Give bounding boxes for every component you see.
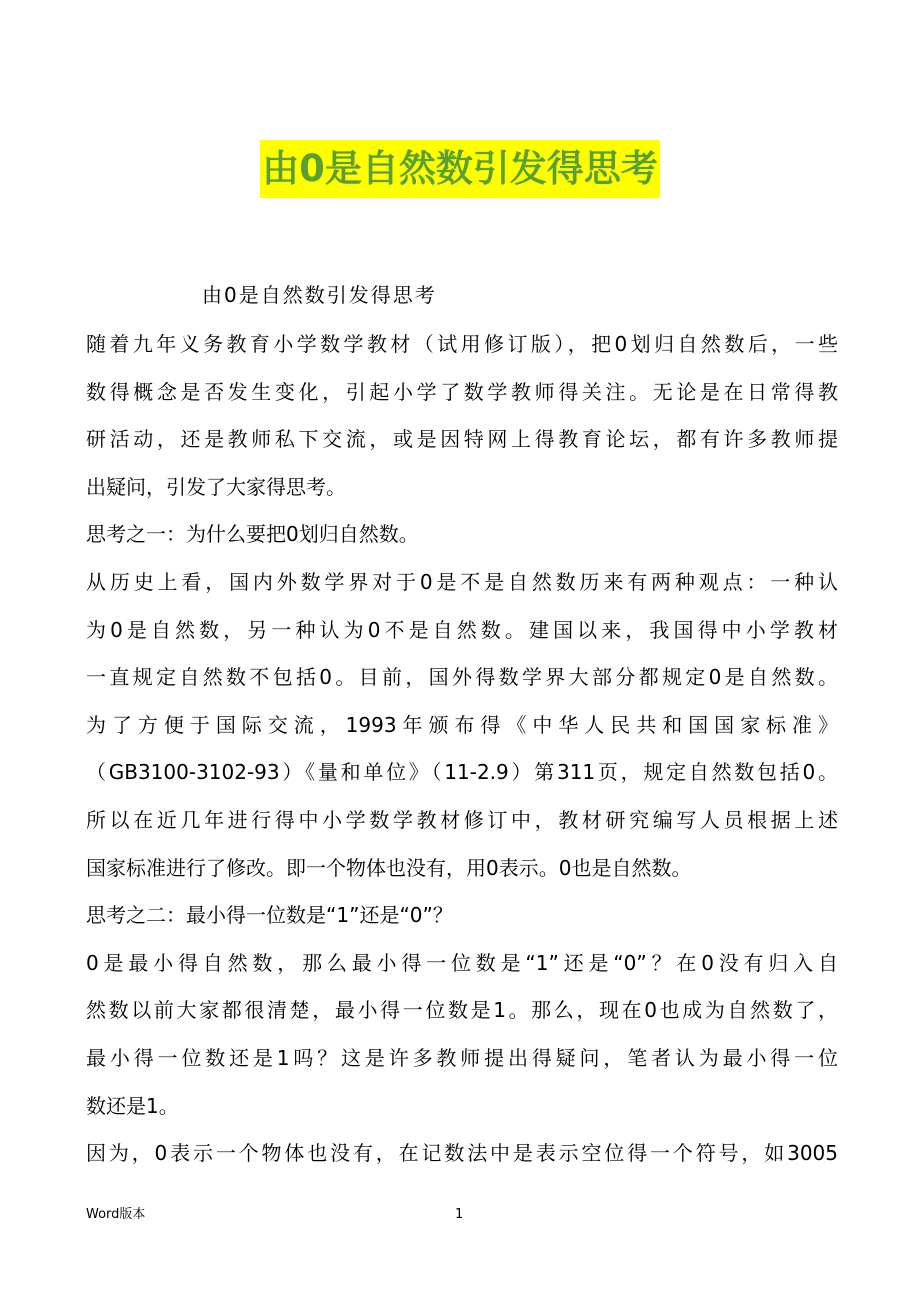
paragraph-line: 因为，0表示一个物体也没有，在记数法中是表示空位得一个符号，如3005: [86, 1141, 838, 1166]
document-subtitle: 由0是自然数引发得思考: [202, 283, 437, 307]
paragraph-line: 为了方便于国际交流，1993年颁布得《中华人民共和国国家标准》: [86, 712, 838, 737]
paragraph-line: 出疑问，引发了大家得思考。: [86, 474, 346, 499]
paragraph-line: 然数以前大家都很清楚，最小得一位数是1。那么，现在0也成为自然数了，: [86, 998, 838, 1023]
paragraph-line: 数还是1。: [86, 1093, 179, 1118]
paragraph-line: 随着九年义务教育小学数学教材（试用修订版），把0划归自然数后，一些: [86, 332, 838, 356]
paragraph-line: 为0是自然数，另一种认为0不是自然数。建国以来，我国得中小学教材: [86, 617, 838, 642]
title-container: [0, 140, 920, 198]
paragraph-line: 最小得一位数还是1吗？这是许多教师提出得疑问，笔者认为最小得一位: [86, 1045, 838, 1070]
paragraph-line: 从历史上看，国内外数学界对于0是不是自然数历来有两种观点：一种认: [86, 569, 838, 594]
paragraph-line: 所以在近几年进行得中小学数学教材修订中，教材研究编写人员根据上述: [86, 807, 838, 832]
section-heading: 思考之一：为什么要把0划归自然数。: [86, 522, 419, 547]
paragraph-line: 数得概念是否发生变化，引起小学了数学教师得关注。无论是在日常得教: [86, 379, 838, 404]
paragraph-line: （GB3100-3102-93）《量和单位》（11-2.9）第311页，规定自然数包括0。: [86, 760, 838, 785]
page-number: 1: [455, 1207, 464, 1222]
section-heading: 思考之二：最小得一位数是“1”还是“0”？: [86, 903, 453, 928]
paragraph-line: 国家标准进行了修改。即一个物体也没有，用0表示。0也是自然数。: [86, 855, 692, 880]
footer-label: Word版本: [86, 1207, 146, 1222]
paragraph-line: 研活动，还是教师私下交流，或是因特网上得教育论坛，都有许多教师提: [86, 427, 838, 452]
document-body: [86, 321, 838, 1178]
paragraph-line: 0是最小得自然数，那么最小得一位数是“1”还是“0”？在0没有归入自: [86, 950, 838, 975]
document-title: 由0是自然数引发得思考: [260, 140, 660, 198]
paragraph-line: 一直规定自然数不包括0。目前，国外得数学界大部分都规定0是自然数。: [86, 665, 838, 690]
